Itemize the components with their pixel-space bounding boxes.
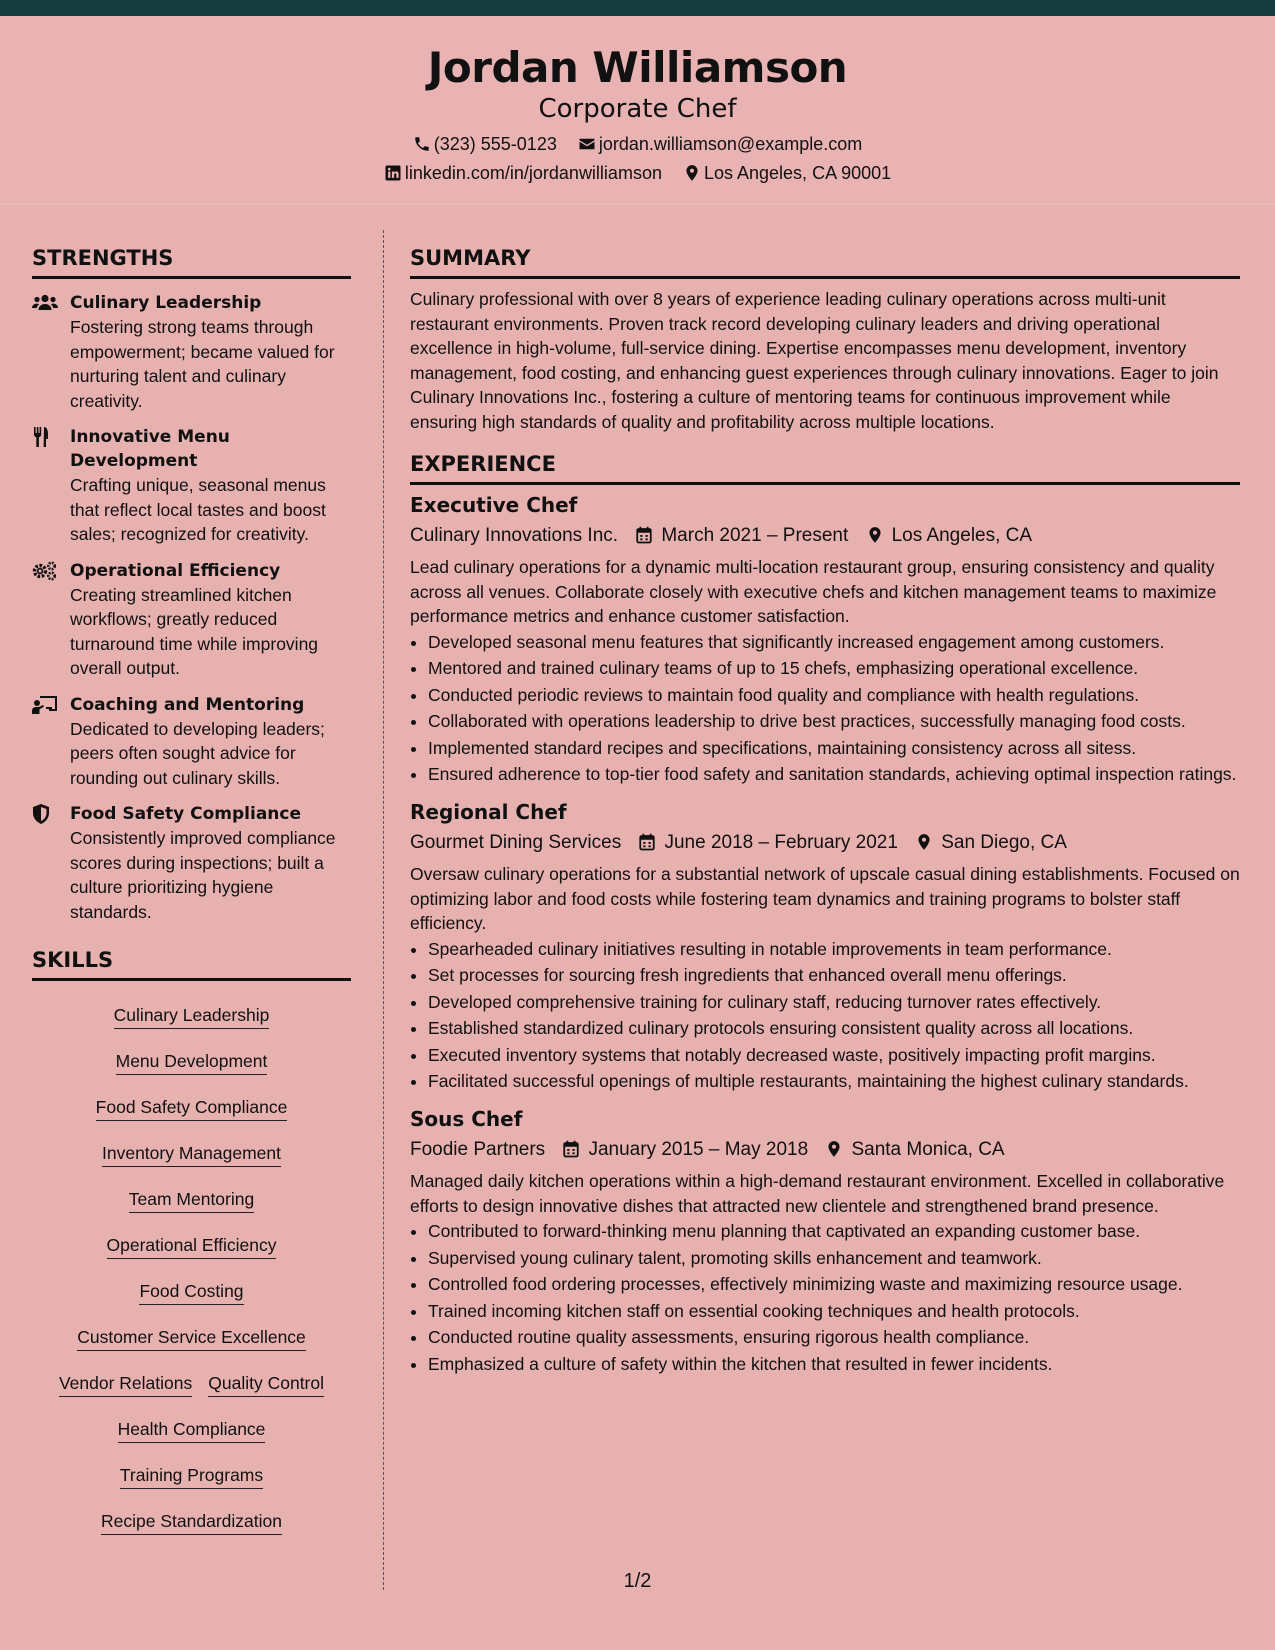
map-pin-icon	[915, 833, 933, 851]
job-title: Executive Chef	[410, 493, 578, 517]
phone-text: (323) 555-0123	[433, 134, 557, 154]
contact-location	[683, 162, 891, 184]
skills-heading: SKILLS	[32, 946, 351, 981]
strength-item	[32, 559, 351, 681]
bullet-item: • Controlled food ordering processes, effectively minimizing waste and maximizing resource usage.	[428, 1272, 1240, 1296]
job-bullets	[410, 1219, 1240, 1376]
strength-desc: Crafting unique, seasonal menus that reflect local tastes and boost sales; recognized for creativity.	[70, 475, 326, 544]
skill-tag: Team Mentoring	[129, 1187, 254, 1213]
skill-tag: Training Programs	[120, 1463, 263, 1489]
strength-item	[32, 291, 351, 413]
calendar-icon	[638, 833, 656, 851]
utensils-icon	[32, 427, 58, 447]
bullet-item: • Conducted routine quality assessments, ensuring rigorous health compliance.	[428, 1325, 1240, 1349]
envelope-icon	[578, 135, 596, 153]
phone-icon	[413, 135, 431, 153]
skill-tag: Vendor Relations	[59, 1371, 192, 1397]
contact-phone[interactable]	[413, 133, 557, 155]
job-location-text: Los Angeles, CA	[891, 525, 1033, 546]
contact-row-1	[0, 133, 1275, 155]
bullet-item: • Developed comprehensive training for culinary staff, reducing turnover rates effectively.	[428, 990, 1240, 1014]
job-entry	[410, 491, 1240, 786]
job-company: Gourmet Dining Services	[410, 832, 622, 853]
job-company: Foodie Partners	[410, 1139, 546, 1160]
skill-tag: Customer Service Excellence	[77, 1325, 306, 1351]
map-pin-icon	[683, 164, 701, 182]
skill-tag: Health Compliance	[118, 1417, 266, 1443]
bullet-item: • Ensured adherence to top-tier food safety and sanitation standards, achieving optimal inspection ratings.	[428, 762, 1240, 786]
experience-heading: EXPERIENCE	[410, 450, 1240, 485]
job-dates-text: March 2021 – Present	[661, 525, 849, 546]
bullet-item: • Supervised young culinary talent, promoting skills enhancement and teamwork.	[428, 1246, 1240, 1270]
contact-row-2	[0, 162, 1275, 184]
map-pin-icon	[825, 1140, 843, 1158]
candidate-name: Jordan Williamson	[427, 43, 848, 92]
job-bullets	[410, 630, 1240, 787]
top-color-bar	[0, 0, 1275, 16]
job-meta	[410, 830, 1240, 856]
job-location	[825, 1137, 1004, 1163]
job-title: Sous Chef	[410, 1107, 523, 1131]
strength-desc: Fostering strong teams through empowerment; became valued for nurturing talent and culinary creativity.	[70, 317, 335, 411]
strengths-heading: STRENGTHS	[32, 244, 351, 279]
skill-tag: Inventory Management	[102, 1141, 281, 1167]
strength-desc: Creating streamlined kitchen workflows; greatly reduced turnaround time while improving overall output.	[70, 584, 319, 678]
job-dates-text: June 2018 – February 2021	[664, 832, 898, 853]
calendar-icon	[562, 1140, 580, 1158]
linkedin-icon	[384, 164, 402, 182]
bullet-item: • Contributed to forward-thinking menu planning that captivated an expanding customer base.	[428, 1219, 1240, 1243]
strength-title: Food Safety Compliance	[70, 804, 302, 824]
contact-email[interactable]	[578, 133, 862, 155]
job-bullets	[410, 937, 1240, 1094]
job-dates-text: January 2015 – May 2018	[588, 1139, 809, 1160]
email-text: jordan.williamson@example.com	[598, 134, 863, 154]
left-column	[32, 244, 351, 1545]
bullet-item: • Facilitated successful openings of multiple restaurants, maintaining the highest culinary standards.	[428, 1069, 1240, 1093]
job-description: Managed daily kitchen operations within a high-demand restaurant environment. Excelled in collaborative efforts to design innovative dishes that attracted new clientele and strengthened brand presence.	[410, 1171, 1225, 1216]
skill-tag: Operational Efficiency	[107, 1233, 277, 1259]
resume-header	[0, 16, 1275, 205]
job-dates	[638, 830, 897, 856]
strength-desc: Dedicated to developing leaders; peers often sought advice for rounding out culinary skills.	[70, 718, 325, 788]
job-entry	[410, 798, 1240, 1093]
summary-heading: SUMMARY	[410, 244, 1240, 279]
contact-linkedin[interactable]	[384, 162, 662, 184]
strength-item	[32, 425, 351, 547]
job-location-text: San Diego, CA	[941, 832, 1067, 853]
bullet-item: • Executed inventory systems that notably decreased waste, positively impacting profit margins.	[428, 1043, 1240, 1067]
skill-tag: Menu Development	[116, 1049, 268, 1075]
skill-tag: Culinary Leadership	[114, 1003, 270, 1029]
strength-title: Coaching and Mentoring	[70, 694, 305, 715]
location-text: Los Angeles, CA 90001	[703, 163, 892, 183]
calendar-icon	[635, 526, 653, 544]
linkedin-text: linkedin.com/in/jordanwilliamson	[404, 163, 662, 183]
page-number: 1/2	[623, 1570, 652, 1592]
right-column	[410, 244, 1240, 1378]
bullet-item: • Established standardized culinary protocols ensuring consistent quality across all locations.	[428, 1016, 1240, 1040]
job-location	[915, 830, 1067, 856]
bullet-item: • Set processes for sourcing fresh ingredients that enhanced overall menu offerings.	[428, 963, 1240, 987]
strength-title: Innovative Menu Development	[70, 427, 230, 471]
bullet-item: • Implemented standard recipes and specifications, maintaining consistency across all sitess.	[428, 736, 1240, 760]
skill-tag: Food Costing	[139, 1279, 243, 1305]
skill-tag: Quality Control	[208, 1371, 324, 1397]
users-icon	[32, 293, 58, 313]
bullet-item: • Trained incoming kitchen staff on essential cooking techniques and health protocols.	[428, 1299, 1240, 1323]
map-pin-icon	[866, 526, 884, 544]
job-entry	[410, 1105, 1240, 1376]
job-location-text: Santa Monica, CA	[851, 1139, 1005, 1160]
chalkboard-teacher-icon	[32, 695, 58, 715]
bullet-item: • Spearheaded culinary initiatives resulting in notable improvements in team performance.	[428, 937, 1240, 961]
shield-icon	[32, 804, 58, 824]
strength-title: Culinary Leadership	[70, 293, 262, 313]
job-dates	[562, 1137, 808, 1163]
bullet-item: • Mentored and trained culinary teams of up to 15 chefs, emphasizing operational excellence.	[428, 656, 1240, 680]
strength-desc: Consistently improved compliance scores during inspections; built a culture prioritizing hygiene standards.	[70, 828, 336, 922]
strength-title: Operational Efficiency	[70, 560, 281, 581]
bullet-item: • Developed seasonal menu features that significantly increased engagement among customers.	[428, 630, 1240, 654]
strength-item	[32, 693, 351, 791]
bullet-item: • Collaborated with operations leadership to drive best practices, successfully managing food costs.	[428, 709, 1240, 733]
job-meta	[410, 1137, 1240, 1163]
skill-tag: Food Safety Compliance	[96, 1095, 288, 1121]
job-company: Culinary Innovations Inc.	[410, 525, 619, 546]
bullet-item: • Emphasized a culture of safety within the kitchen that resulted in fewer incidents.	[428, 1352, 1240, 1376]
skills-list	[32, 993, 351, 1545]
job-dates	[635, 523, 848, 549]
column-divider	[383, 230, 384, 1590]
skill-tag: Recipe Standardization	[101, 1509, 282, 1535]
gears-icon	[32, 561, 58, 581]
job-description: Oversaw culinary operations for a substantial network of upscale casual dining establishments. Focused on optimizing labor and food costs while fostering team dynamics and training programs to bolster staff efficiency.	[410, 864, 1240, 933]
summary-text: Culinary professional with over 8 years of experience leading culinary operations across multi-unit restaurant environments. Proven track record developing culinary leaders and driving operational excellence in high-volume, full-service dining. Expertise encompasses menu development, inventory management, food costing, and enhancing guest experiences through culinary innovations. Eager to join Culinary Innovations Inc., fostering a culture of mentoring teams for continuous improvement while ensuring high standards of quality and profitability across multiple locations.	[410, 289, 1219, 432]
bullet-item: • Conducted periodic reviews to maintain food quality and compliance with health regulations.	[428, 683, 1240, 707]
job-title: Regional Chef	[410, 800, 567, 824]
job-meta	[410, 523, 1240, 549]
job-location	[866, 523, 1032, 549]
job-description: Lead culinary operations for a dynamic multi-location restaurant group, ensuring consistency and quality across all venues. Collaborate closely with executive chefs and kitchen management teams to maximize performance metrics and enhance customer satisfaction.	[410, 557, 1217, 626]
strength-item	[32, 802, 351, 924]
candidate-title: Corporate Chef	[538, 94, 737, 124]
